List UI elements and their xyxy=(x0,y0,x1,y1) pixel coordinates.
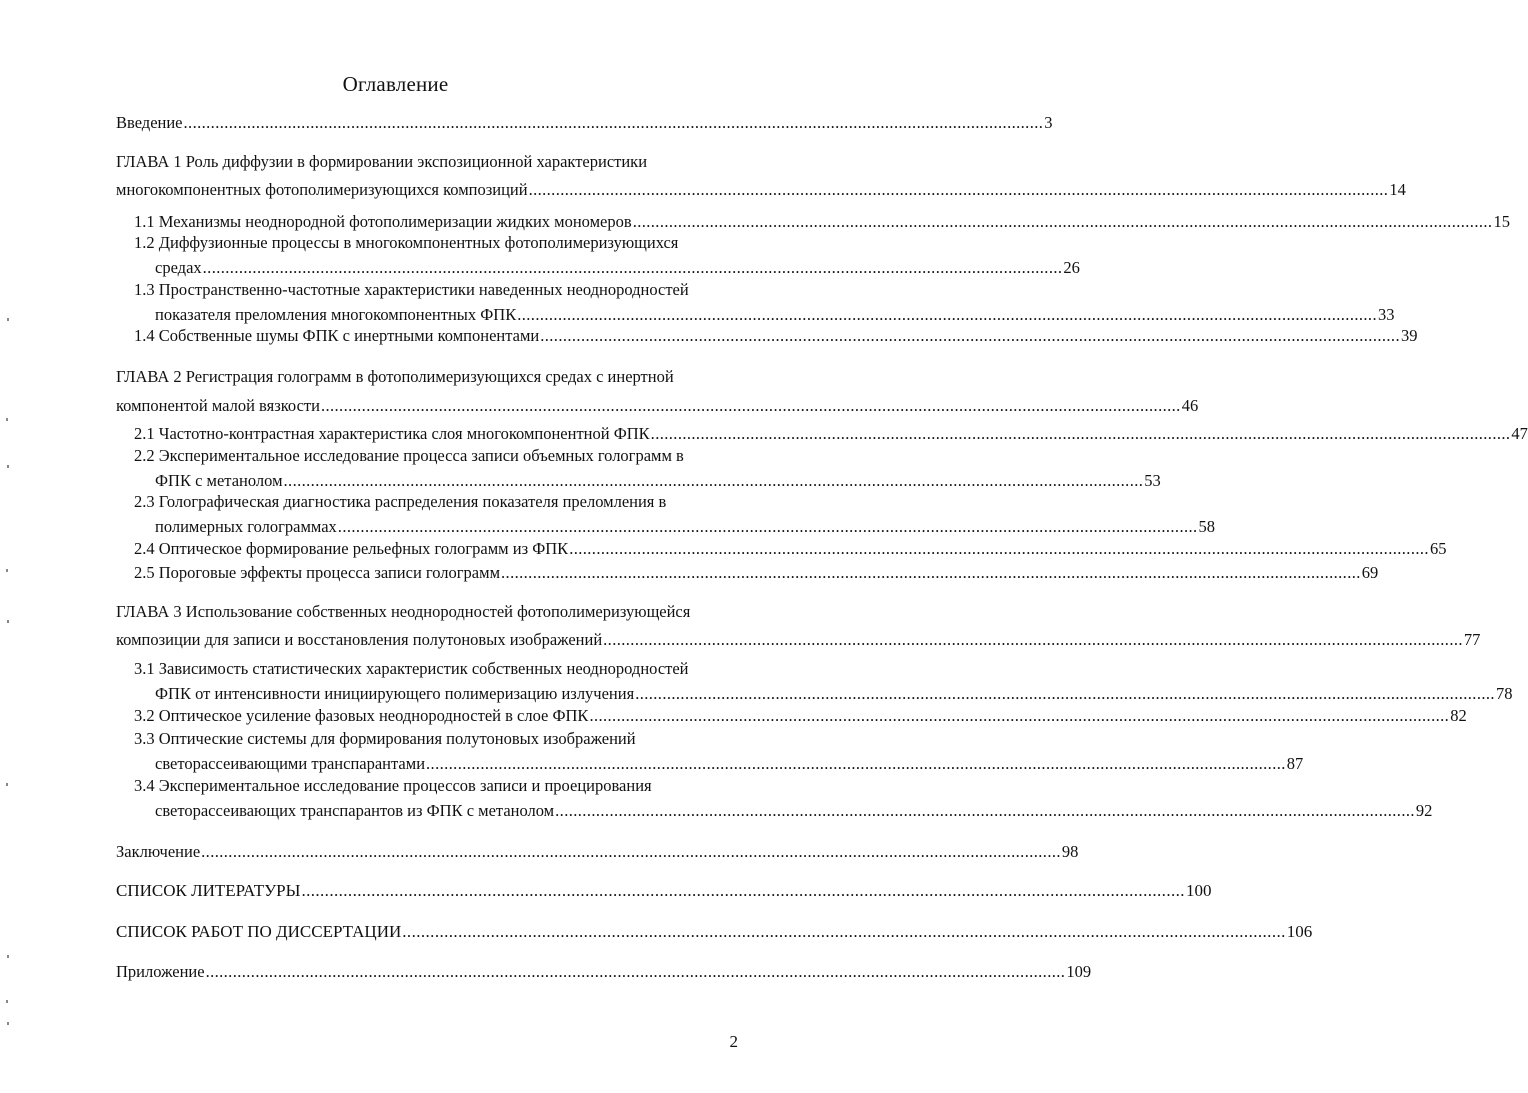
toc-section-2-3[interactable] xyxy=(134,489,1216,539)
dot-leader: .............................................................................................................................................................................................. xyxy=(603,630,1463,649)
toc-section-1-2[interactable] xyxy=(134,230,1080,280)
toc-section-1-4[interactable] xyxy=(134,322,1418,349)
toc-entry-label: 1.4 Собственные шумы ФПК с инертными компонентами xyxy=(134,326,540,345)
toc-entry-label-cont: средах xyxy=(155,258,202,277)
dot-leader: .............................................................................................................................................................................................. xyxy=(183,113,1044,132)
dot-leader: .............................................................................................................................................................................................. xyxy=(569,539,1429,558)
toc-section-3-3[interactable] xyxy=(134,726,1304,776)
toc-entry-label: 3.1 Зависимость статистических характеристик собственных неоднородностей xyxy=(134,659,689,678)
dot-leader: .............................................................................................................................................................................................. xyxy=(528,180,1389,199)
toc-entry-label-cont: светорассеивающих транспарантов из ФПК с метанолом xyxy=(155,801,555,820)
toc-page-number: 77 xyxy=(1463,630,1481,649)
toc-page-number: 87 xyxy=(1286,754,1304,773)
dot-leader: .............................................................................................................................................................................................. xyxy=(517,305,1377,324)
toc-page-number: 53 xyxy=(1144,471,1161,490)
toc-entry-intro[interactable] xyxy=(116,109,1053,136)
dot-leader: .............................................................................................................................................................................................. xyxy=(201,842,1061,861)
toc-page-number: 69 xyxy=(1361,563,1379,582)
toc-entry-label: СПИСОК ЛИТЕРАТУРЫ xyxy=(116,881,301,900)
toc-entry-references[interactable] xyxy=(116,877,1212,904)
toc-entry-label: ГЛАВА 1 Роль диффузии в формировании экспозиционной характеристики xyxy=(116,152,648,171)
toc-page-number: 109 xyxy=(1066,962,1092,981)
toc-page-number: 82 xyxy=(1450,706,1467,725)
toc-section-3-1[interactable] xyxy=(134,656,1513,706)
dot-leader: .............................................................................................................................................................................................. xyxy=(202,258,1063,277)
toc-entry-label: 1.2 Диффузионные процессы в многокомпонентных фотополимеризующихся xyxy=(134,233,679,252)
toc-section-2-5[interactable] xyxy=(134,559,1379,586)
toc-entry-label-cont: многокомпонентных фотополимеризующихся композиций xyxy=(116,180,528,199)
toc-page-number: 58 xyxy=(1198,517,1216,536)
toc-entry-label: 3.2 Оптическое усиление фазовых неоднородностей в слое ФПК xyxy=(134,706,589,725)
toc-entry-label: ГЛАВА 3 Использование собственных неоднородностей фотополимеризующейся xyxy=(116,602,691,621)
toc-entry-label: 2.5 Пороговые эффекты процесса записи голограмм xyxy=(134,563,501,582)
toc-page-number: 78 xyxy=(1495,684,1513,703)
dot-leader: .............................................................................................................................................................................................. xyxy=(555,801,1415,820)
dot-leader: .............................................................................................................................................................................................. xyxy=(540,326,1400,345)
toc-section-2-2[interactable] xyxy=(134,443,1161,493)
toc-page-number: 46 xyxy=(1181,396,1199,415)
toc-entry-label-cont: показателя преломления многокомпонентных ФПК xyxy=(155,305,517,324)
dot-leader: .............................................................................................................................................................................................. xyxy=(635,684,1495,703)
toc-page-number: 65 xyxy=(1429,539,1447,558)
dot-leader: .............................................................................................................................................................................................. xyxy=(337,517,1198,536)
toc-page-number: 92 xyxy=(1415,801,1433,820)
toc-page-number: 26 xyxy=(1063,258,1080,277)
toc-page-number: 98 xyxy=(1061,842,1079,861)
toc-entry-label: 1.3 Пространственно-частотные характеристики наведенных неоднородностей xyxy=(134,280,689,299)
dot-leader: .............................................................................................................................................................................................. xyxy=(589,706,1450,725)
toc-chapter-1[interactable] xyxy=(116,148,1406,204)
toc-page-number: 100 xyxy=(1185,881,1212,900)
toc-chapter-3[interactable] xyxy=(116,598,1481,654)
toc-section-2-4[interactable] xyxy=(134,535,1447,562)
dot-leader: .............................................................................................................................................................................................. xyxy=(402,922,1286,941)
toc-page-number: 3 xyxy=(1044,113,1053,132)
dot-leader: .............................................................................................................................................................................................. xyxy=(426,754,1286,773)
toc-entry-label: 2.2 Экспериментальное исследование процесса записи объемных голограмм в xyxy=(134,446,684,465)
toc-entry-label-cont: полимерных голограммах xyxy=(155,517,337,536)
toc-entry-label: Введение xyxy=(116,113,183,132)
page-title: Оглавление xyxy=(342,72,449,96)
dot-leader: .............................................................................................................................................................................................. xyxy=(320,396,1181,415)
dot-leader: .............................................................................................................................................................................................. xyxy=(283,471,1144,490)
toc-entry-appendix[interactable] xyxy=(116,958,1092,985)
toc-entry-label: 3.3 Оптические системы для формирования полутоновых изображений xyxy=(134,729,636,748)
dot-leader: .............................................................................................................................................................................................. xyxy=(205,962,1066,981)
toc-chapter-2[interactable] xyxy=(116,362,1199,420)
toc-entry-label: 2.3 Голографическая диагностика распределения показателя преломления в xyxy=(134,492,667,511)
toc-entry-label: 3.4 Экспериментальное исследование процессов записи и проецирования xyxy=(134,776,652,795)
toc-entry-publications[interactable] xyxy=(116,918,1313,945)
toc-entry-conclusion[interactable] xyxy=(116,838,1079,865)
toc-entry-label: Заключение xyxy=(116,842,201,861)
dot-leader: .............................................................................................................................................................................................. xyxy=(650,424,1511,443)
toc-entry-label: 2.1 Частотно-контрастная характеристика слоя многокомпонентной ФПК xyxy=(134,424,650,443)
toc-entry-label-cont: ФПК от интенсивности инициирующего полимеризацию излучения xyxy=(155,684,635,703)
toc-entry-label: Приложение xyxy=(116,962,205,981)
toc-entry-label: ГЛАВА 2 Регистрация голограмм в фотополимеризующихся средах с инертной xyxy=(116,367,674,386)
toc-page-number: 39 xyxy=(1400,326,1418,345)
toc-section-3-2[interactable] xyxy=(134,702,1467,729)
toc-entry-label: СПИСОК РАБОТ ПО ДИССЕРТАЦИИ xyxy=(116,922,402,941)
page-number: 2 xyxy=(729,1032,738,1051)
toc-page-number: 47 xyxy=(1511,424,1528,443)
dot-leader: .............................................................................................................................................................................................. xyxy=(501,563,1361,582)
toc-page-number: 33 xyxy=(1377,305,1395,324)
toc-page-number: 15 xyxy=(1493,212,1510,231)
toc-section-1-3[interactable] xyxy=(134,277,1395,327)
dot-leader: .............................................................................................................................................................................................. xyxy=(632,212,1493,231)
toc-entry-label: 1.1 Механизмы неоднородной фотополимеризации жидких мономеров xyxy=(134,212,632,231)
toc-page-number: 14 xyxy=(1389,180,1406,199)
toc-section-3-4[interactable] xyxy=(134,773,1433,823)
toc-entry-label-cont: композиции для записи и восстановления полутоновых изображений xyxy=(116,630,603,649)
toc-entry-label: 2.4 Оптическое формирование рельефных голограмм из ФПК xyxy=(134,539,569,558)
toc-page-number: 106 xyxy=(1286,922,1313,941)
toc-entry-label-cont: компонентой малой вязкости xyxy=(116,396,320,415)
toc-entry-label-cont: ФПК с метанолом xyxy=(155,471,283,490)
dot-leader: .............................................................................................................................................................................................. xyxy=(301,881,1185,900)
toc-entry-label-cont: светорассеивающими транспарантами xyxy=(155,754,426,773)
